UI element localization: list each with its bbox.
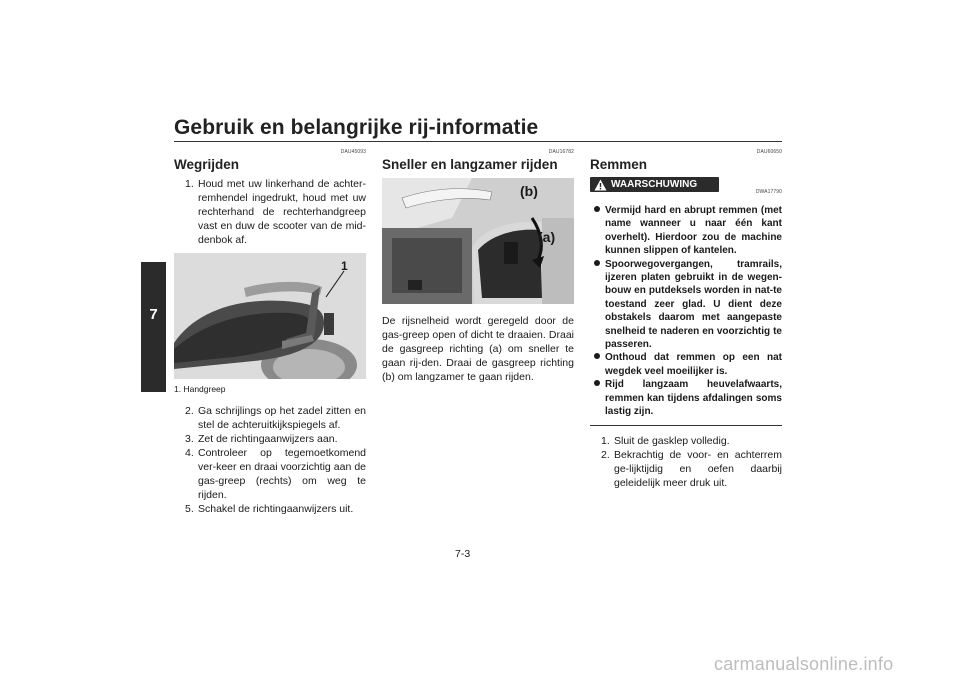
list-item: 4. Controleer op tegemoetkomend ver-keer en draai voorzichtig aan de gas-greep (rechts) om weg te rijden. xyxy=(185,447,366,501)
list-item: 1. Houd met uw linkerhand de achter-remhendel ingedrukt, houd met uw rechterhand de rechterhandgreep vast en duw de scooter van de mid-denbok af. xyxy=(185,178,366,246)
bullet-dot-icon xyxy=(594,206,600,212)
direction-label-a: (a) xyxy=(538,229,556,245)
list-item: 2. Bekrachtig de voor- en achterrem ge-lijktijdig en oefen daarbij geleidelijk meer druk uit. xyxy=(601,448,782,489)
scooter-seat-illustration xyxy=(174,253,366,379)
step-list xyxy=(590,434,782,490)
warning-bullet: Rijd langzaam heuvelafwaarts, remmen kan tijdens afdalingen soms lastig zijn. xyxy=(590,378,782,418)
list-item: 2. Ga schrijlings op het zadel zitten en stel de achteruitkijkspiegels af. xyxy=(185,405,366,431)
warning-bullet-list xyxy=(590,204,782,419)
section-heading: Sneller en langzamer rijden xyxy=(382,157,558,172)
header-rule xyxy=(174,141,782,142)
warning-triangle-icon xyxy=(594,179,607,191)
bullet-dot-icon xyxy=(594,353,600,359)
throttle-paragraph: De rijsnelheid wordt geregeld door de gas-greep open of dicht te draaien. Draai de gasgreep richting (a) om sneller te gaan rij-den. Draai de gasgreep richting (b) om langzamer te gaan rijden. xyxy=(382,315,574,383)
watermark: carmanualsonline.info xyxy=(714,654,894,674)
bullet-dot-icon xyxy=(594,380,600,386)
column-sneller-langzamer xyxy=(382,148,574,384)
section-heading: Wegrijden xyxy=(174,157,240,172)
figure-callout: 1 xyxy=(341,259,348,273)
section-heading: Remmen xyxy=(590,157,648,172)
warning-bullet: Spoorwegovergangen, tramrails, ijzeren platen gebruikt in de wegen-bouw en putdeksels worden in nat-te toestand zeer glad. U dient deze obstakels daarom met aangepaste snelheid te naderen en voorzichtig te passeren. xyxy=(590,258,782,352)
section-code: DAU16782 xyxy=(548,149,574,155)
warning-label: WAARSCHUWING xyxy=(590,177,719,192)
column-wegrijden xyxy=(174,148,366,516)
warning-bullet: Vermijd hard en abrupt remmen (met name wanneer u naar één kant overhelt). Hierdoor zou de machine kunnen slippen of kantelen. xyxy=(590,204,782,258)
list-item: 3. Zet de richtingaanwijzers aan. xyxy=(185,433,338,445)
section-code: DAU60650 xyxy=(756,149,782,155)
list-item: 1. Sluit de gasklep volledig. xyxy=(601,434,730,447)
column-remmen xyxy=(590,148,782,490)
section-code: DAU45093 xyxy=(340,149,366,155)
chapter-tab-number: 7 xyxy=(149,306,158,323)
figure-caption: 1. Handgreep xyxy=(174,384,226,394)
scooter-seat-drawing xyxy=(174,253,366,379)
warning-code: DWA17790 xyxy=(755,189,782,195)
step-list xyxy=(174,404,366,516)
warning-box xyxy=(590,177,782,426)
list-item: 5. Schakel de richtingaanwijzers uit. xyxy=(185,503,354,515)
throttle-grip-illustration xyxy=(382,178,574,304)
chapter-tab xyxy=(141,262,166,392)
page-title: Gebruik en belangrijke rij-informatie xyxy=(174,116,539,139)
step-list xyxy=(174,177,366,247)
page-number: 7-3 xyxy=(455,548,471,560)
direction-label-b: (b) xyxy=(520,183,538,199)
bullet-dot-icon xyxy=(594,260,600,266)
warning-bullet: Onthoud dat remmen op een nat wegdek veel moeilijker is. xyxy=(590,351,782,378)
